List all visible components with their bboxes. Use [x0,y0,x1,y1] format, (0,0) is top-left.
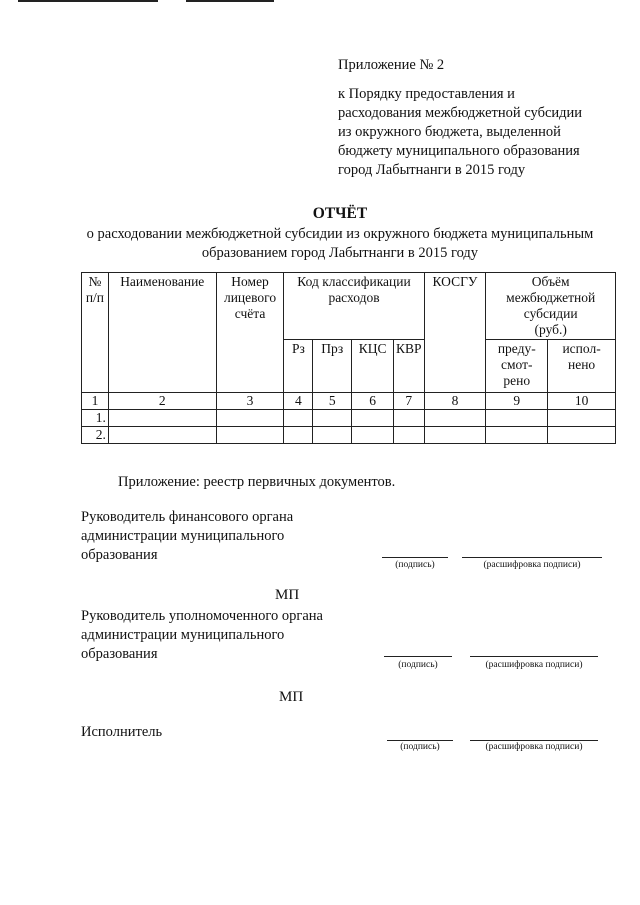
header-text: КОСГУ [432,274,478,289]
header-text: Код классификации [297,274,411,289]
table-cell[interactable] [352,427,394,444]
table-cell[interactable] [313,427,352,444]
table-cell[interactable] [394,410,425,427]
signature-decode-line[interactable] [470,656,598,657]
table-cell[interactable] [352,410,394,427]
table-cell[interactable] [486,410,548,427]
report-title: ОТЧЁТ [312,205,368,222]
table-row [82,427,616,444]
report-title-block [60,204,620,263]
row-number: 1. [82,410,109,427]
decode-caption: (расшифровка подписи) [485,660,583,670]
header-text: смот- [501,357,533,372]
signature-caption: (подпись) [398,660,438,670]
signature-block-finance [81,508,361,565]
column-number: 2 [108,393,216,410]
signature-line[interactable] [382,557,448,558]
header-text: расходов [328,290,380,305]
column-number: 3 [216,393,284,410]
report-subtitle: образованием город Лабытнанги в 2015 году [201,245,479,261]
decode-caption: (расшифровка подписи) [483,560,581,570]
table-cell[interactable] [216,427,284,444]
header-text: (руб.) [534,322,567,337]
header-prz: Прз [313,340,352,393]
header-executed [548,340,616,393]
header-rz: Рз [284,340,313,393]
signer-title-line: Исполнитель [81,724,163,740]
report-table [81,272,616,444]
header-text: испол- [562,341,601,356]
header-text: нено [567,357,596,372]
header-text: № [88,274,102,289]
appendix-line: расходования межбюджетной субсидии [338,105,583,121]
header-kosgu [424,273,486,393]
column-number: 8 [424,393,486,410]
table-cell[interactable] [394,427,425,444]
table-cell[interactable] [548,427,616,444]
header-text: Номер [231,274,269,289]
attachment-note: Приложение: реестр первичных документов. [118,474,396,490]
top-edge-line [18,0,158,2]
column-number: 4 [284,393,313,410]
header-kcs: КЦС [352,340,394,393]
header-text: рено [503,373,531,388]
signature-block-executor [81,723,361,742]
appendix-header [338,56,628,180]
signer-title-line: Руководитель уполномоченного органа [81,608,323,624]
table-cell[interactable] [424,410,486,427]
header-text: преду- [497,341,536,356]
report-subtitle: о расходовании межбюджетной субсидии из окружного бюджета муниципальным [86,226,594,242]
signer-title-line: образования [81,547,158,563]
top-edge-line [186,0,274,2]
column-number: 6 [352,393,394,410]
table-cell[interactable] [548,410,616,427]
table-cell[interactable] [424,427,486,444]
stamp-place-label: МП [279,689,304,705]
row-number: 2. [82,427,109,444]
table-cell[interactable] [313,410,352,427]
header-planned [486,340,548,393]
column-number: 10 [548,393,616,410]
table-cell[interactable] [486,427,548,444]
appendix-line: из окружного бюджета, выделенной [338,124,561,140]
header-text: Наименование [120,274,205,289]
header-text: лицевого [223,290,277,305]
column-number: 1 [82,393,109,410]
table-cell[interactable] [284,410,313,427]
header-kvr: КВР [394,340,425,393]
signer-title-line: администрации муниципального [81,627,285,643]
signature-decode-line[interactable] [462,557,602,558]
header-volume [486,273,616,340]
stamp-place-label: МП [275,587,300,603]
signature-line[interactable] [387,740,453,741]
appendix-line: город Лабытнанги в 2015 году [338,162,526,178]
signer-title-line: образования [81,646,158,662]
table-cell[interactable] [216,410,284,427]
column-number: 9 [486,393,548,410]
header-text: субсидии [523,306,578,321]
signature-caption: (подпись) [395,560,435,570]
signature-line[interactable] [384,656,452,657]
header-text: счёта [234,306,266,321]
decode-caption: (расшифровка подписи) [485,742,583,752]
header-text: межбюджетной [506,290,596,305]
appendix-line: бюджету муниципального образования [338,143,580,159]
appendix-number: Приложение № 2 [338,57,445,73]
table-cell[interactable] [284,427,313,444]
appendix-line: к Порядку предоставления и [338,86,515,102]
header-text: п/п [85,290,105,305]
signature-block-authorized [81,607,361,664]
header-classification [284,273,424,340]
header-account [216,273,284,393]
table-row [82,410,616,427]
signature-caption: (подпись) [400,742,440,752]
signer-title-line: администрации муниципального [81,528,285,544]
header-text: Объём [531,274,570,289]
table-cell[interactable] [108,410,216,427]
column-numbers-row [82,393,616,410]
column-number: 5 [313,393,352,410]
signature-decode-line[interactable] [470,740,598,741]
signer-title-line: Руководитель финансового органа [81,509,294,525]
header-num [82,273,109,393]
column-number: 7 [394,393,425,410]
header-name [108,273,216,393]
table-cell[interactable] [108,427,216,444]
